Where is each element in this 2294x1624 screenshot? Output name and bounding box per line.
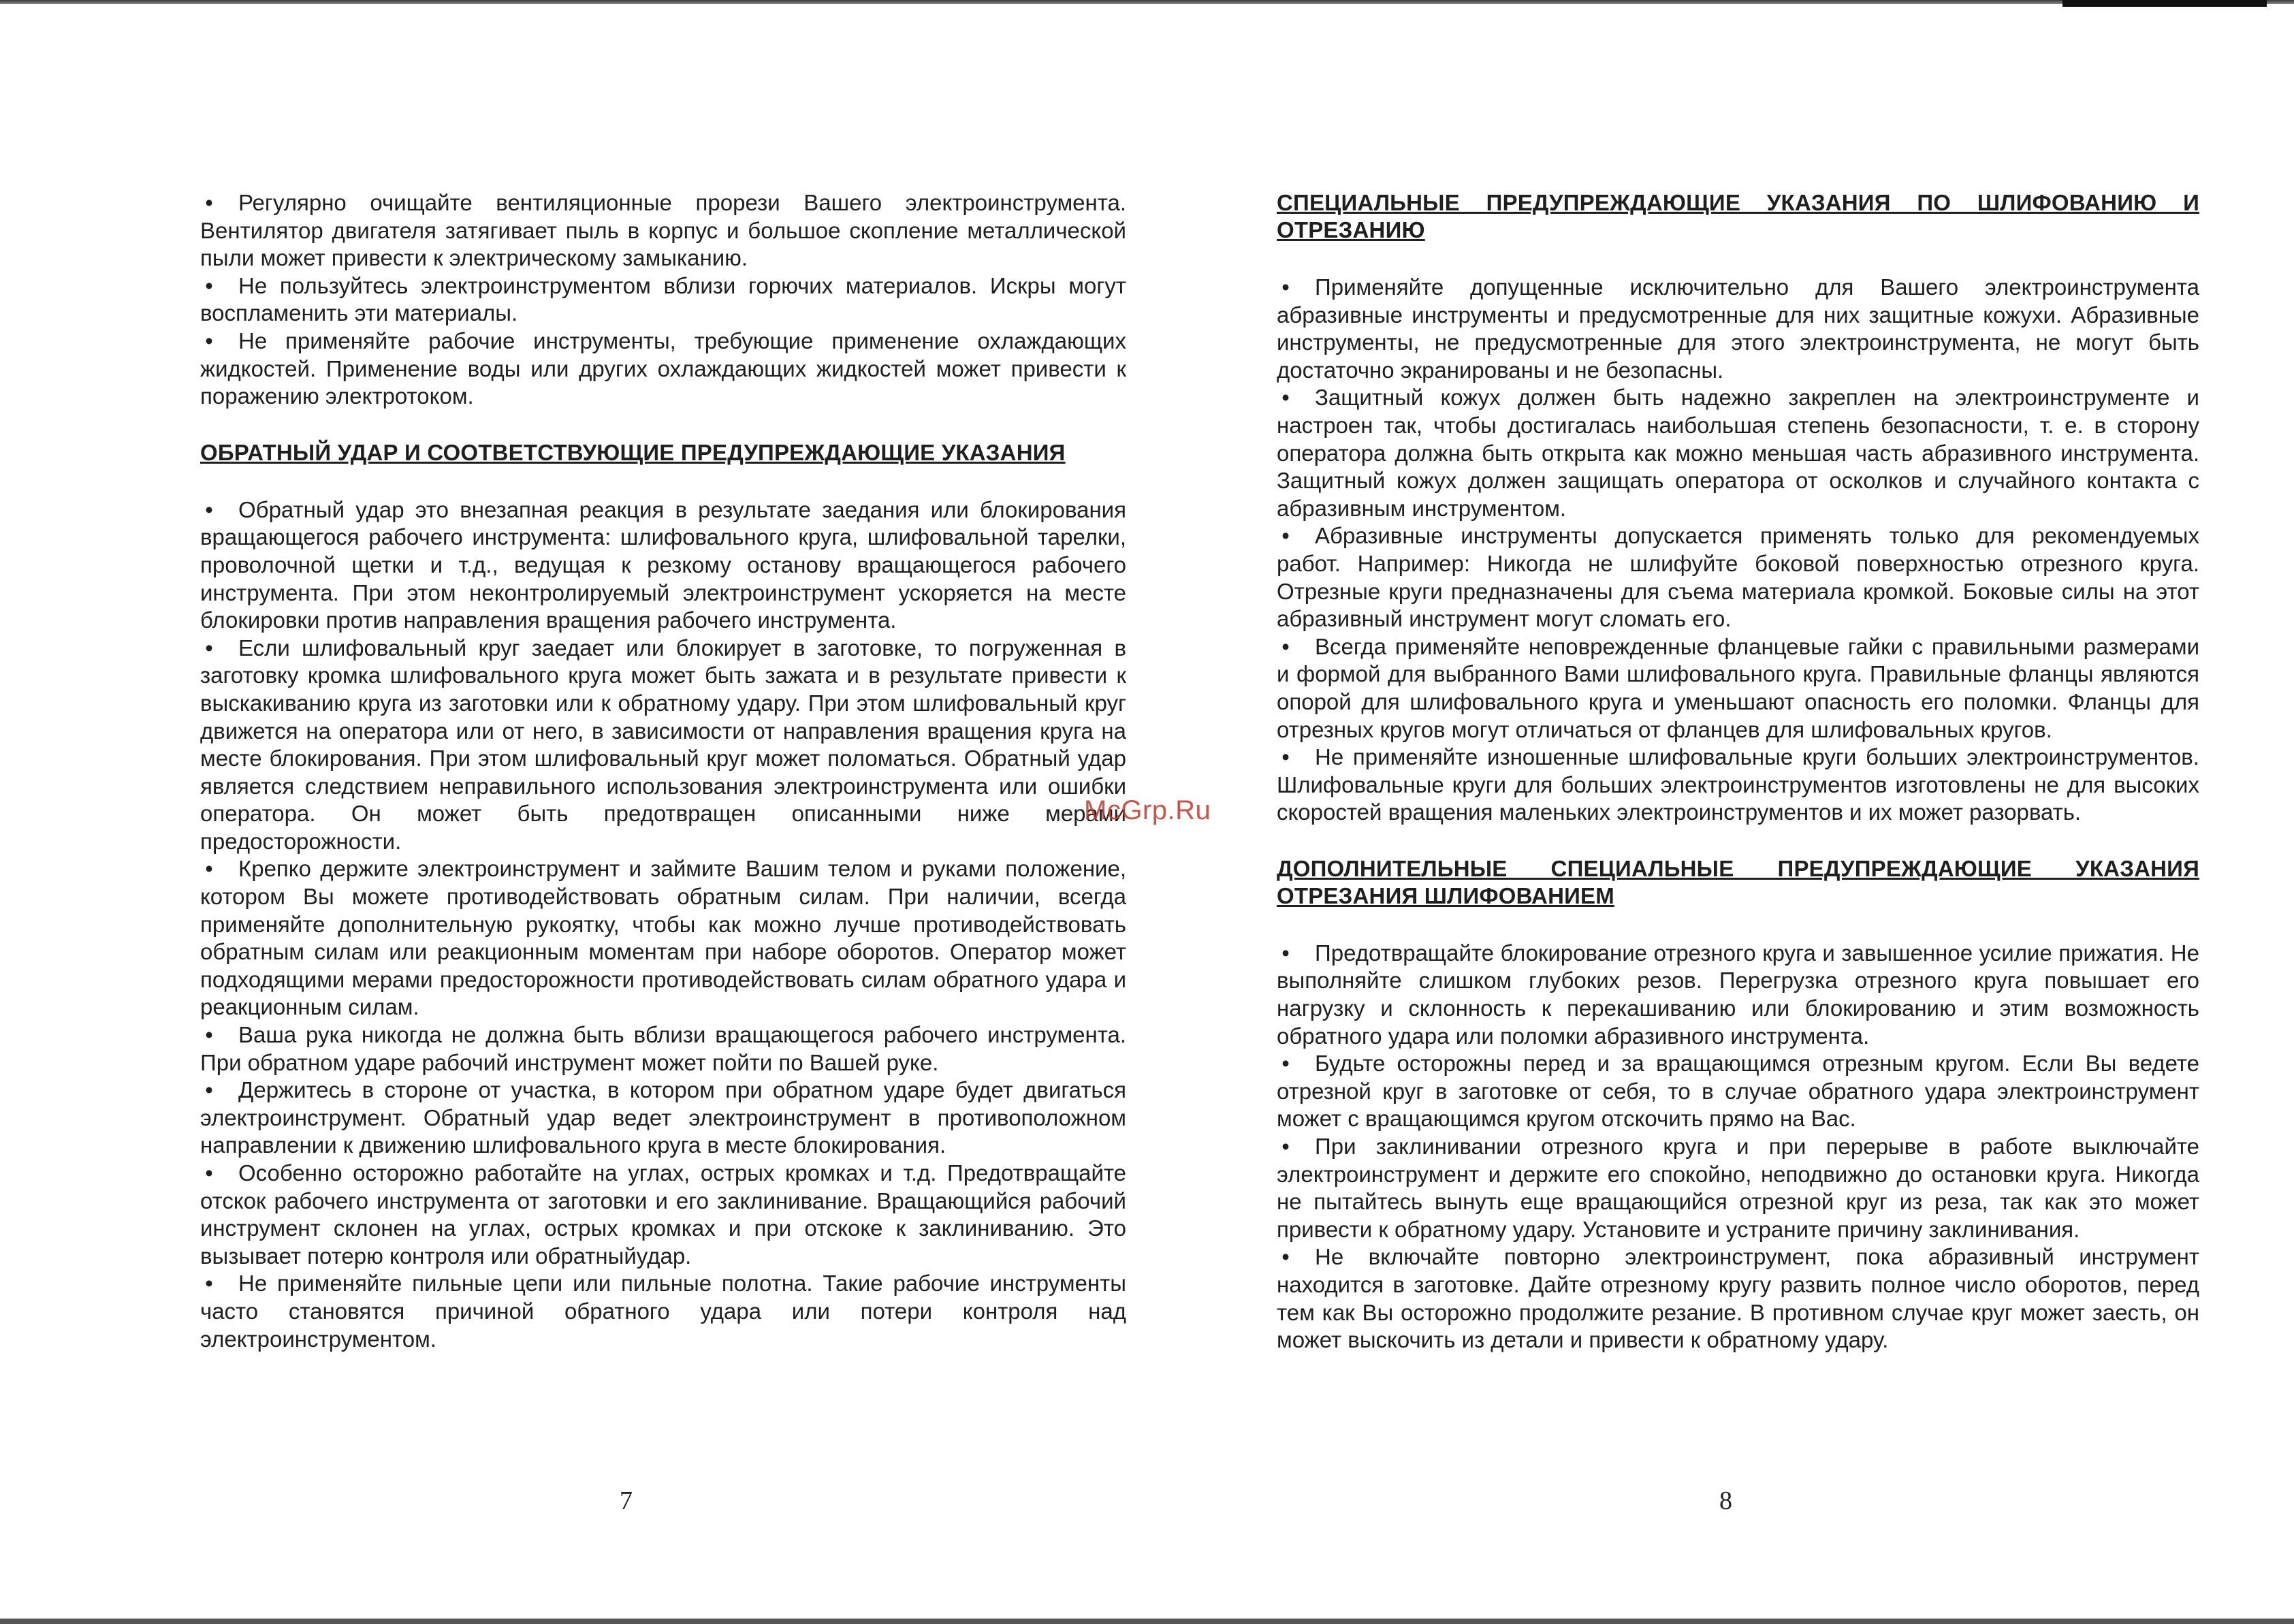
list-item: • Обратный удар это внезапная реакция в результате заедания или блокирования вращающегося рабочего инструмента: шлифовального круга, шлифовальной тарелки, проволочной щетки и т.д., ведущая к резкому останову вращающегося рабочего инструмента. При этом неконтролируемый электроинструмент ускоряется на месте блокировки против направления вращения рабочего инструмента. — [200, 496, 1126, 633]
bullet-icon: • — [205, 190, 213, 215]
page-number-left: 7 — [620, 1486, 633, 1515]
list-item: • Особенно осторожно работайте на углах, острых кромках и т.д. Предотвращайте отскок рабочего инструмента от заготовки и его заклинивание. Вращающийся рабочий инструмент склонен на углах, острых кромках и при отскоке к заклиниванию. Это вызывает потерю контроля или обратныйудар. — [200, 1160, 1126, 1269]
intro-list — [200, 189, 1126, 411]
list-item: • Не применяйте изношенные шлифовальные круги больших электроинструментов. Шлифовальные круги для больших электроинструментов изготовлены не для высоких скоростей вращения маленьких электроинструментов и их может разорвать. — [1277, 744, 2199, 825]
bullet-icon: • — [205, 635, 213, 660]
list-item: • Защитный кожух должен быть надежно закреплен на электроинструменте и настроен так, чтобы достигалась наибольшая степень безопасности, т. е. в сторону оператора должна быть открыта как можно меньшая часть абразивного инструмента. Защитный кожух должен защищать оператора от осколков и случайного контакта с абразивным инструментом. — [1277, 385, 2199, 521]
left-page — [200, 189, 1126, 1353]
list-item: • Если шлифовальный круг заедает или блокирует в заготовке, то погруженная в заготовку кромка шлифовального круга может быть зажата и в результате привести к выскакиванию круга из заготовки или к обратному удару. При этом шлифовальный круг движется на оператора или от него, в зависимости от направления вращения круга на месте блокирования. При этом шлифовальный круг может поломаться. Обратный удар является следствием неправильного использования электроинструмента или ошибки оператора. Он может быть предотвращен описанными ниже мерами предосторожности. — [200, 635, 1126, 854]
bullet-icon: • — [205, 328, 213, 353]
cutting-list — [1277, 940, 2199, 1354]
bullet-icon: • — [1281, 523, 1290, 549]
bullet-icon: • — [1281, 940, 1290, 966]
scan-bottom-edge — [0, 1619, 2294, 1624]
bullet-icon: • — [205, 1077, 213, 1103]
list-item: • Регулярно очищайте вентиляционные прорези Вашего электроинструмента. Вентилятор двигателя затягивает пыль в корпус и большое скопление металлической пыли может привести к электрическому замыканию. — [200, 190, 1126, 271]
scan-top-edge — [0, 0, 2294, 4]
bullet-icon: • — [1281, 1051, 1290, 1077]
bullet-icon: • — [205, 1271, 213, 1296]
list-item: • Применяйте допущенные исключительно для Вашего электроинструмента абразивные инструменты и предусмотренные для них защитные кожухи. Абразивные инструменты, не предусмотренные для этого электроинструмента, не могут быть достаточно экранированы и не безопасны. — [1277, 274, 2199, 383]
list-item: • Не применяйте рабочие инструменты, требующие применение охлаждающих жидкостей. Применение воды или других охлаждающих жидкостей может привести к поражению электротоком. — [200, 328, 1126, 409]
bullet-icon: • — [1281, 385, 1290, 411]
list-item: • Абразивные инструменты допускается применять только для рекомендуемых работ. Например: Никогда не шлифуйте боковой поверхностью отрезного круга. Отрезные круги предназначены для съема материала кромкой. Боковые силы на этот абразивный инструмент могут сломать его. — [1277, 523, 2199, 632]
bullet-icon: • — [1281, 633, 1290, 659]
list-item: • Не пользуйтесь электроинструментом вблизи горючих материалов. Искры могут воспламенить эти материалы. — [200, 272, 1126, 326]
bullet-icon: • — [1281, 1134, 1290, 1160]
list-item: • Не включайте повторно электроинструмент, пока абразивный инструмент находится в заготовке. Дайте отрезному кругу развить полное число оборотов, перед тем как Вы осторожно продолжите резание. В противном случае круг может заесть, он может выскочить из детали и привести к обратному удару. — [1277, 1244, 2199, 1353]
bullet-icon: • — [1281, 274, 1290, 300]
scan-top-edge-mark — [2062, 0, 2267, 7]
section-heading-grinding: СПЕЦИАЛЬНЫЕ ПРЕДУПРЕЖДАЮЩИЕ УКАЗАНИЯ ПО ШЛИФОВАНИЮ И ОТРЕЗАНИЮ — [1277, 190, 2199, 242]
section-heading-cutting: ДОПОЛНИТЕЛЬНЫЕ СПЕЦИАЛЬНЫЕ ПРЕДУПРЕЖДАЮЩИЕ УКАЗАНИЯ ОТРЕЗАНИЯ ШЛИФОВАНИЕМ — [1277, 855, 2199, 908]
bullet-icon: • — [205, 1160, 213, 1185]
list-item: • Не применяйте пильные цепи или пильные полотна. Такие рабочие инструменты часто становятся причиной обратного удара или потери контроля над электроинструментом. — [200, 1271, 1126, 1352]
list-item: • При заклинивании отрезного круга и при перерыве в работе выключайте электроинструмент и держите его спокойно, неподвижно до остановки круга. Никогда не пытайтесь вынуть еще вращающийся отрезной круг из реза, так как это может привести к обратному удару. Установите и устраните причину заклинивания. — [1277, 1134, 2199, 1242]
grinding-list — [1277, 274, 2199, 827]
list-item: • Предотвращайте блокирование отрезного круга и завышенное усилие прижатия. Не выполняйте слишком глубоких резов. Перегрузка отрезного круга повышает его нагрузку и склонность к перекашиванию или блокированию и этим возможность обратного удара или поломки абразивного инструмента. — [1277, 940, 2199, 1049]
list-item: • Всегда применяйте неповрежденные фланцевые гайки с правильными размерами и формой для выбранного Вами шлифовального круга. Правильные фланцы являются опорой для шлифовального круга и уменьшают опасность его поломки. Фланцы для отрезных кругов могут отличаться от фланцев для шлифовальных кругов. — [1277, 633, 2199, 742]
list-item: • Будьте осторожны перед и за вращающимся отрезным кругом. Если Вы ведете отрезной круг в заготовке от себя, то в случае обратного удара электроинструмент может с вращающимся кругом отскочить прямо на Вас. — [1277, 1051, 2199, 1132]
bullet-icon: • — [1281, 1244, 1290, 1270]
list-item: • Ваша рука никогда не должна быть вблизи вращающегося рабочего инструмента. При обратном ударе рабочий инструмент может пойти по Вашей руке. — [200, 1022, 1126, 1075]
bullet-icon: • — [205, 856, 213, 882]
bullet-icon: • — [205, 496, 213, 522]
bullet-icon: • — [205, 1022, 213, 1048]
right-page — [1277, 189, 2199, 1354]
page-number-right: 8 — [1719, 1486, 1732, 1515]
bullet-icon: • — [1281, 744, 1290, 770]
bullet-icon: • — [205, 272, 213, 298]
watermark-text: McGrp.Ru — [1084, 795, 1211, 825]
list-item: • Крепко держите электроинструмент и займите Вашим телом и руками положение, котором Вы можете противодействовать обратным силам. При наличии, всегда применяйте дополнительную рукоятку, чтобы как можно лучше противодействовать обратным силам или реакционным моментам при наборе оборотов. Оператор может подходящими мерами предосторожности противодействовать силам обратного удара и реакционным силам. — [200, 856, 1126, 1020]
list-item: • Держитесь в стороне от участка, в котором при обратном ударе будет двигаться электроинструмент. Обратный удар ведет электроинструмент в противоположном направлении к движению шлифовального круга в месте блокирования. — [200, 1077, 1126, 1158]
kickback-list — [200, 496, 1126, 1353]
section-heading-kickback: ОБРАТНЫЙ УДАР И СООТВЕТСТВУЮЩИЕ ПРЕДУПРЕЖДАЮЩИЕ УКАЗАНИЯ — [200, 439, 1066, 465]
